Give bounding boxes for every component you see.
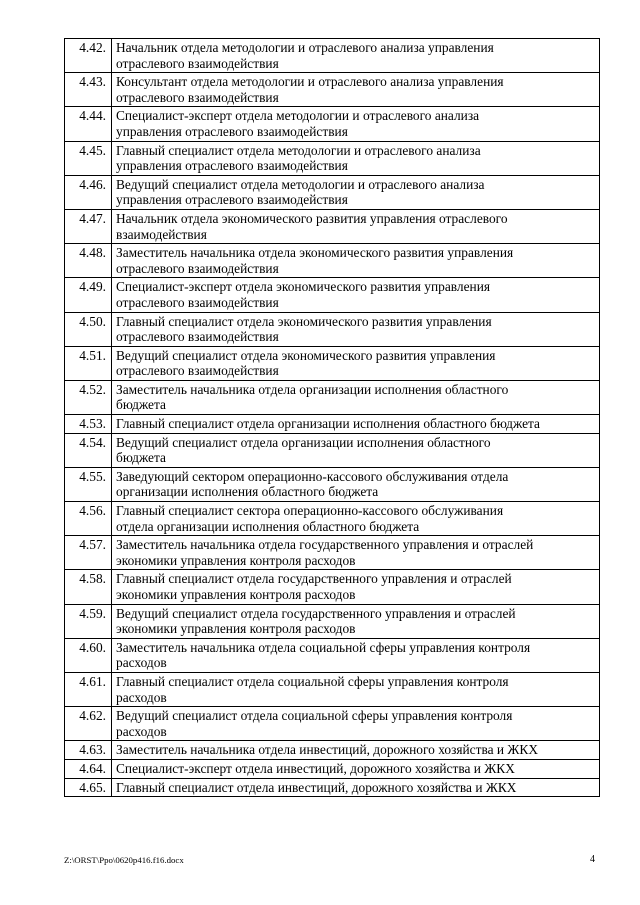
table-row: [65, 175, 600, 209]
row-number: 4.61.: [65, 672, 112, 706]
table-row: [65, 73, 600, 107]
table-row: [65, 39, 600, 73]
position-title: Главный специалист отдела государственного управления и отраслей экономики управления контроля расходов: [112, 570, 600, 604]
footer-file-path: Z:\ORST\Ppo\0620p416.f16.docx: [64, 855, 184, 865]
table-row: [65, 244, 600, 278]
row-number: 4.44.: [65, 107, 112, 141]
table-row: [65, 415, 600, 434]
table-row: [65, 346, 600, 380]
row-number: 4.62.: [65, 707, 112, 741]
row-number: 4.45.: [65, 141, 112, 175]
row-number: 4.64.: [65, 759, 112, 778]
table-row: [65, 467, 600, 501]
position-title: Главный специалист отдела организации исполнения областного бюджета: [112, 415, 600, 434]
position-title: Начальник отдела методологии и отраслевого анализа управления отраслевого взаимодействия: [112, 39, 600, 73]
row-number: 4.50.: [65, 312, 112, 346]
row-number: 4.51.: [65, 346, 112, 380]
position-title: Ведущий специалист отдела социальной сферы управления контроля расходов: [112, 707, 600, 741]
position-title: Специалист-эксперт отдела методологии и отраслевого анализа управления отраслевого взаимодействия: [112, 107, 600, 141]
row-number: 4.58.: [65, 570, 112, 604]
row-number: 4.56.: [65, 502, 112, 536]
position-title: Ведущий специалист отдела государственного управления и отраслей экономики управления контроля расходов: [112, 604, 600, 638]
table-row: [65, 312, 600, 346]
position-title: Заместитель начальника отдела организации исполнения областного бюджета: [112, 380, 600, 414]
table-row: [65, 570, 600, 604]
position-title: Заместитель начальника отдела государственного управления и отраслей экономики управления контроля расходов: [112, 536, 600, 570]
row-number: 4.55.: [65, 467, 112, 501]
positions-table: [64, 38, 600, 797]
position-title: Заместитель начальника отдела инвестиций, дорожного хозяйства и ЖКХ: [112, 741, 600, 760]
table-row: [65, 380, 600, 414]
position-title: Специалист-эксперт отдела экономического развития управления отраслевого взаимодействия: [112, 278, 600, 312]
position-title: Начальник отдела экономического развития управления отраслевого взаимодействия: [112, 209, 600, 243]
position-title: Главный специалист отдела экономического развития управления отраслевого взаимодействия: [112, 312, 600, 346]
row-number: 4.57.: [65, 536, 112, 570]
position-title: Заместитель начальника отдела экономического развития управления отраслевого взаимодействия: [112, 244, 600, 278]
position-title: Специалист-эксперт отдела инвестиций, дорожного хозяйства и ЖКХ: [112, 759, 600, 778]
row-number: 4.49.: [65, 278, 112, 312]
row-number: 4.60.: [65, 638, 112, 672]
row-number: 4.65.: [65, 778, 112, 797]
table-row: [65, 778, 600, 797]
table-row: [65, 707, 600, 741]
position-title: Главный специалист сектора операционно-кассового обслуживания отдела организации исполнения областного бюджета: [112, 502, 600, 536]
position-title: Заведующий сектором операционно-кассового обслуживания отдела организации исполнения областного бюджета: [112, 467, 600, 501]
row-number: 4.48.: [65, 244, 112, 278]
table-row: [65, 502, 600, 536]
table-row: [65, 741, 600, 760]
position-title: Ведущий специалист отдела экономического развития управления отраслевого взаимодействия: [112, 346, 600, 380]
row-number: 4.52.: [65, 380, 112, 414]
table-row: [65, 107, 600, 141]
footer-page-number: 4: [590, 854, 595, 865]
table-row: [65, 433, 600, 467]
row-number: 4.47.: [65, 209, 112, 243]
table-row: [65, 672, 600, 706]
position-title: Главный специалист отдела инвестиций, дорожного хозяйства и ЖКХ: [112, 778, 600, 797]
row-number: 4.42.: [65, 39, 112, 73]
row-number: 4.63.: [65, 741, 112, 760]
table-row: [65, 604, 600, 638]
positions-table-body: [65, 39, 600, 797]
position-title: Главный специалист отдела методологии и отраслевого анализа управления отраслевого взаимодействия: [112, 141, 600, 175]
row-number: 4.53.: [65, 415, 112, 434]
row-number: 4.43.: [65, 73, 112, 107]
position-title: Главный специалист отдела социальной сферы управления контроля расходов: [112, 672, 600, 706]
position-title: Ведущий специалист отдела методологии и отраслевого анализа управления отраслевого взаимодействия: [112, 175, 600, 209]
row-number: 4.46.: [65, 175, 112, 209]
position-title: Консультант отдела методологии и отраслевого анализа управления отраслевого взаимодействия: [112, 73, 600, 107]
table-row: [65, 278, 600, 312]
row-number: 4.54.: [65, 433, 112, 467]
table-row: [65, 638, 600, 672]
position-title: Ведущий специалист отдела организации исполнения областного бюджета: [112, 433, 600, 467]
table-row: [65, 141, 600, 175]
table-row: [65, 759, 600, 778]
table-row: [65, 209, 600, 243]
position-title: Заместитель начальника отдела социальной сферы управления контроля расходов: [112, 638, 600, 672]
row-number: 4.59.: [65, 604, 112, 638]
table-row: [65, 536, 600, 570]
